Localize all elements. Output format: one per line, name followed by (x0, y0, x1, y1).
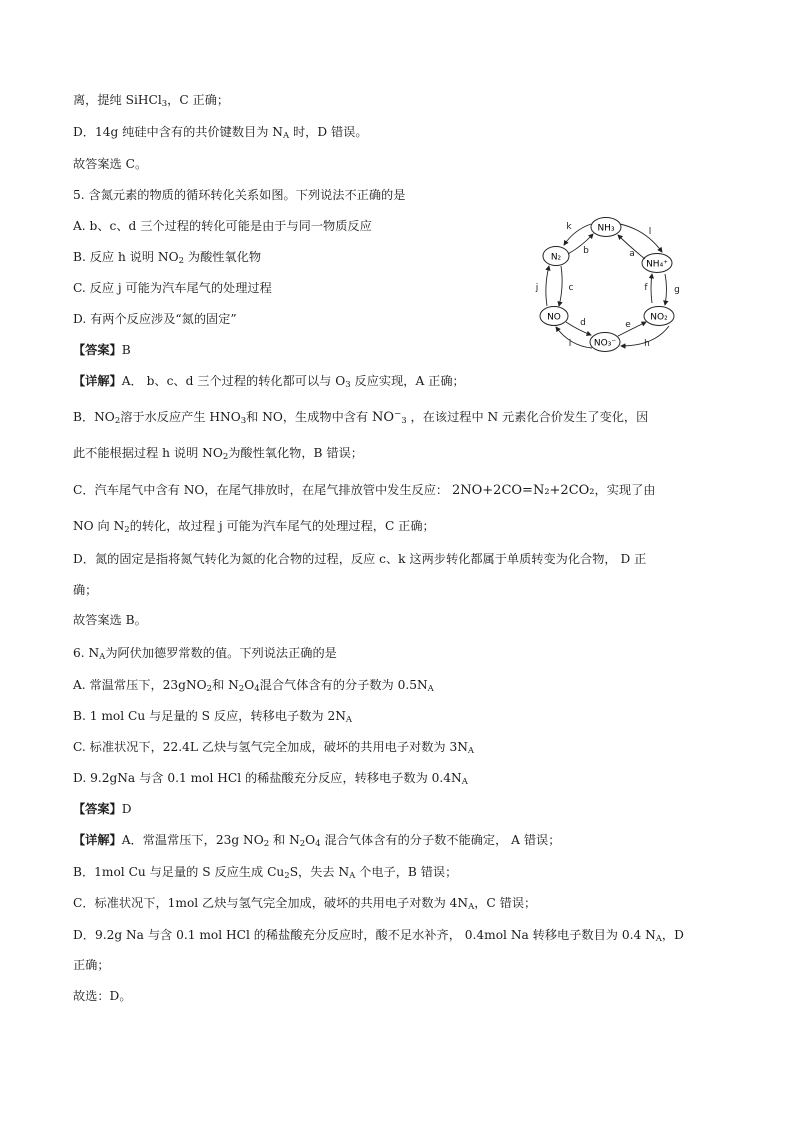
q6-answer: 【答案】D (73, 802, 132, 816)
node-nh3 (591, 218, 621, 237)
label-h: h (644, 339, 650, 349)
node-nh4 (642, 254, 672, 273)
arrow-c (559, 266, 562, 306)
q6-stem: 6. $N_A$为阿伏加德罗常数的值。下列说法正确的是 (73, 646, 337, 662)
label-b: b (583, 246, 589, 256)
q5-detail-c-2: NO 向 $N_2$的转化，故过程 j 可能为汽车尾气的处理过程，C 正确； (73, 519, 435, 535)
arrow-e (618, 322, 646, 336)
arrow-d (566, 322, 591, 335)
node-no3 (590, 333, 620, 352)
svg-text:N₂: N₂ (550, 252, 562, 263)
q5-stem: 5. 含氮元素的物质的循环转化关系如图。下列说法不正确的是 (73, 188, 406, 202)
q5-option-a: A. b、c、d 三个过程的转化可能是由于与同一物质反应 (73, 219, 372, 233)
arrow-g (665, 274, 667, 305)
label-c: c (568, 283, 574, 293)
label-d: d (580, 318, 586, 328)
label-k: k (566, 222, 572, 232)
q5-detail-a: 【详解】A． b、c、d 三个过程的转化都可以与 $O_3$ 反应实现，A 正确； (73, 374, 465, 390)
label-l: l (648, 227, 652, 237)
svg-text:NO₂: NO₂ (650, 312, 668, 323)
arrow-i (556, 327, 592, 348)
q5-detail-d-1: D．氮的固定是指将氮气转化为氮的化合物的过程，反应 c、k 这两步转化都属于单质转变为化合物， D 正 (73, 552, 647, 566)
q6-detail-d-2: 正确； (73, 958, 110, 972)
label-g: g (674, 285, 680, 295)
q6-detail-a: 【详解】A．常温常压下，23g $NO_2$ 和 $N_2O_4$ 混合气体含有的分子数不能确定， A 错误； (73, 833, 561, 849)
arrow-b (568, 234, 593, 254)
q6-option-a: A. 常温常压下，23gNO$_2$和 $N_2O_4$混合气体含有的分子数为 $0.5N_A$ (73, 678, 434, 694)
svg-text:NO: NO (547, 312, 561, 323)
q5-option-d: D. 有两个反应涉及“氮的固定” (73, 312, 237, 326)
svg-text:NO₃⁻: NO₃⁻ (593, 338, 617, 349)
svg-text:NH₃: NH₃ (597, 223, 615, 234)
arrow-j (546, 266, 549, 306)
text-line-2: D．14g 纯硅中含有的共价键数目为 $N_A$ 时，D 错误。 (73, 125, 368, 141)
q5-option-c: C. 反应 j 可能为汽车尾气的处理过程 (73, 281, 272, 295)
arrow-l (620, 224, 662, 252)
q5-answer: 【答案】B (73, 343, 131, 357)
q6-option-b: B. 1 mol Cu 与足量的 S 反应，转移电子数为 $2N_A$ (73, 709, 353, 725)
q6-detail-c: C．标准状况下，1mol 乙炔与氢气完全加成，破坏的共用电子对数为 $4N_A$，C 错误； (73, 896, 537, 912)
label-f: f (644, 283, 648, 293)
arrow-f (651, 274, 652, 303)
q5-detail-d-2: 确； (73, 583, 98, 597)
nitrogen-cycle-diagram (526, 212, 696, 354)
label-j: j (535, 283, 539, 293)
label-i: i (568, 339, 572, 349)
text-line-1: 离，提纯 SiHCl$_3$，C 正确； (73, 93, 230, 109)
q6-option-d: D. 9.2gNa 与含 0.1 mol HCl 的稀盐酸充分反应，转移电子数为 $0.4N_A$ (73, 771, 468, 787)
svg-text:NH₄⁺: NH₄⁺ (646, 259, 668, 270)
q5-conclusion: 故答案选 B。 (73, 613, 147, 627)
q6-detail-d-1: D．9.2g Na 与含 0.1 mol HCl 的稀盐酸充分反应时，酸不足水补齐， 0.4mol Na 转移电子数目为 0.4 $N_A$，D (73, 928, 684, 944)
q6-option-c: C. 标准状况下，22.4L 乙炔与氢气完全加成，破坏的共用电子对数为 $3N_A$ (73, 740, 475, 756)
q6-conclusion: 故选：D。 (73, 989, 132, 1003)
label-a: a (629, 249, 635, 259)
node-n2 (543, 247, 569, 266)
node-no2 (644, 307, 674, 326)
q5-option-b: B. 反应 h 说明 $NO_2$ 为酸性氧化物 (73, 250, 262, 266)
q5-detail-b-1: B．$NO_2$溶于水反应产生 $HNO_3$和 NO，生成物中含有 $NO^-_3$ ，在该过程中 N 元素化合价发生了变化，因 (73, 409, 649, 426)
q5-detail-c-1: C．汽车尾气中含有 NO，在尾气排放时，在尾气排放管中发生反应： 2NO+2CO=N₂+2CO₂，实现了由 (73, 483, 656, 498)
node-no (540, 307, 568, 326)
q5-detail-b-2: 此不能根据过程 h 说明 $NO_2$为酸性氧化物，B 错误； (73, 446, 363, 462)
text-line-3: 故答案选 C。 (73, 157, 148, 171)
q6-detail-b: B．1mol Cu 与足量的 S 反应生成 $Cu_2S$，失去 $N_A$ 个电子，B 错误； (73, 865, 458, 881)
label-e: e (625, 320, 631, 330)
